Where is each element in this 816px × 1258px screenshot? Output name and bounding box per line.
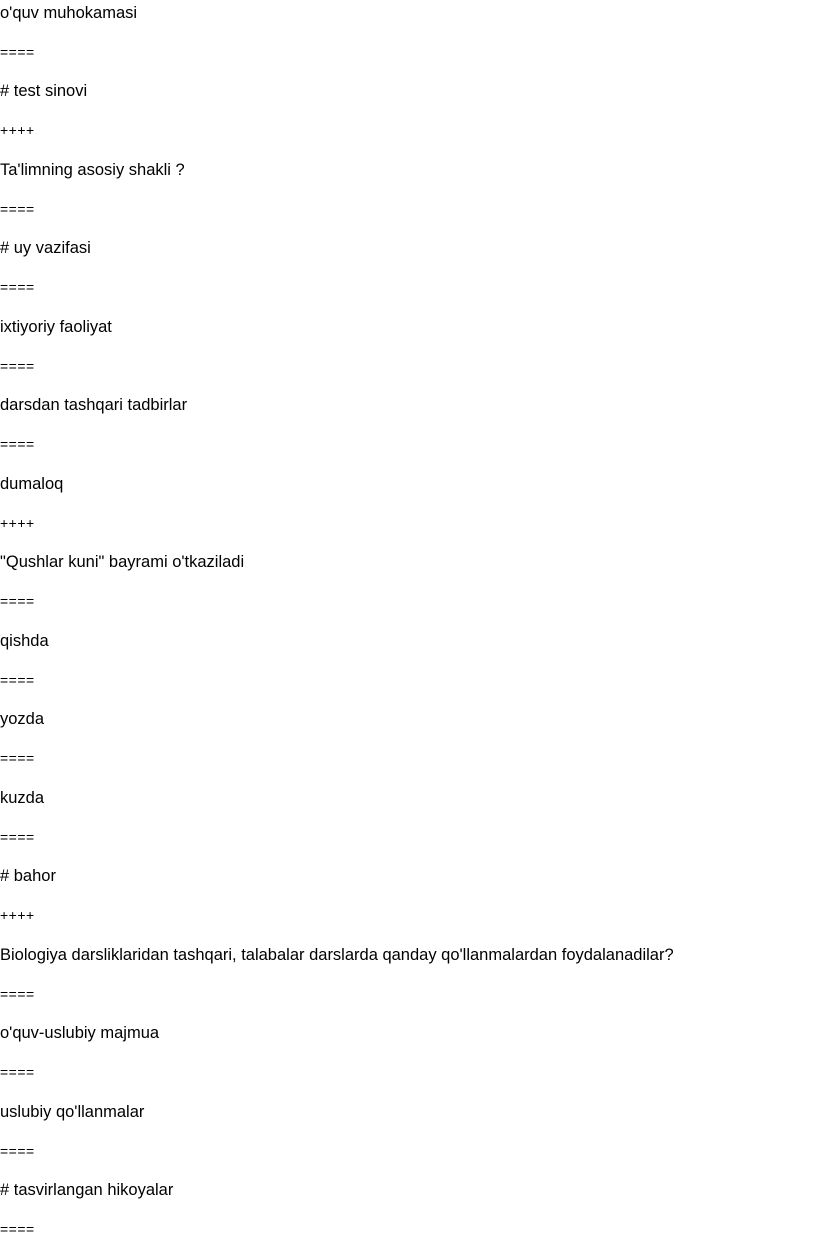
separator-18: ====: [0, 672, 35, 688]
line-03: # test sinovi: [0, 82, 88, 100]
separator-22: ====: [0, 829, 35, 845]
line-13: dumaloq: [0, 475, 64, 493]
line-23: # bahor: [0, 867, 56, 885]
line-11: darsdan tashqari tadbirlar: [0, 396, 188, 414]
line-19: yozda: [0, 710, 45, 728]
separator-20: ====: [0, 750, 35, 766]
separator-12: ====: [0, 436, 35, 452]
line-05: Ta'limning asosiy shakli ?: [0, 161, 185, 179]
separator-14: ++++: [0, 515, 35, 531]
separator-26: ====: [0, 986, 35, 1002]
line-07: # uy vazifasi: [0, 239, 91, 257]
separator-30: ====: [0, 1143, 35, 1159]
separator-06: ====: [0, 201, 35, 217]
separator-16: ====: [0, 593, 35, 609]
line-29: uslubiy qo'llanmalar: [0, 1103, 145, 1121]
separator-24: ++++: [0, 907, 35, 923]
separator-08: ====: [0, 279, 35, 295]
line-21: kuzda: [0, 789, 45, 807]
separator-10: ====: [0, 358, 35, 374]
line-01: o'quv muhokamasi: [0, 4, 138, 22]
separator-28: ====: [0, 1064, 35, 1080]
separator-32: ====: [0, 1221, 35, 1237]
line-25: Biologiya darsliklaridan tashqari, talabalar darslarda qanday qo'llanmalardan foydalanadilar?: [0, 946, 674, 964]
line-27: o'quv-uslubiy majmua: [0, 1024, 160, 1042]
line-15: "Qushlar kuni" bayrami o'tkaziladi: [0, 553, 245, 571]
separator-04: ++++: [0, 122, 35, 138]
separator-02: ====: [0, 44, 35, 60]
line-31: # tasvirlangan hikoyalar: [0, 1181, 174, 1199]
line-09: ixtiyoriy faoliyat: [0, 318, 112, 336]
line-17: qishda: [0, 632, 49, 650]
